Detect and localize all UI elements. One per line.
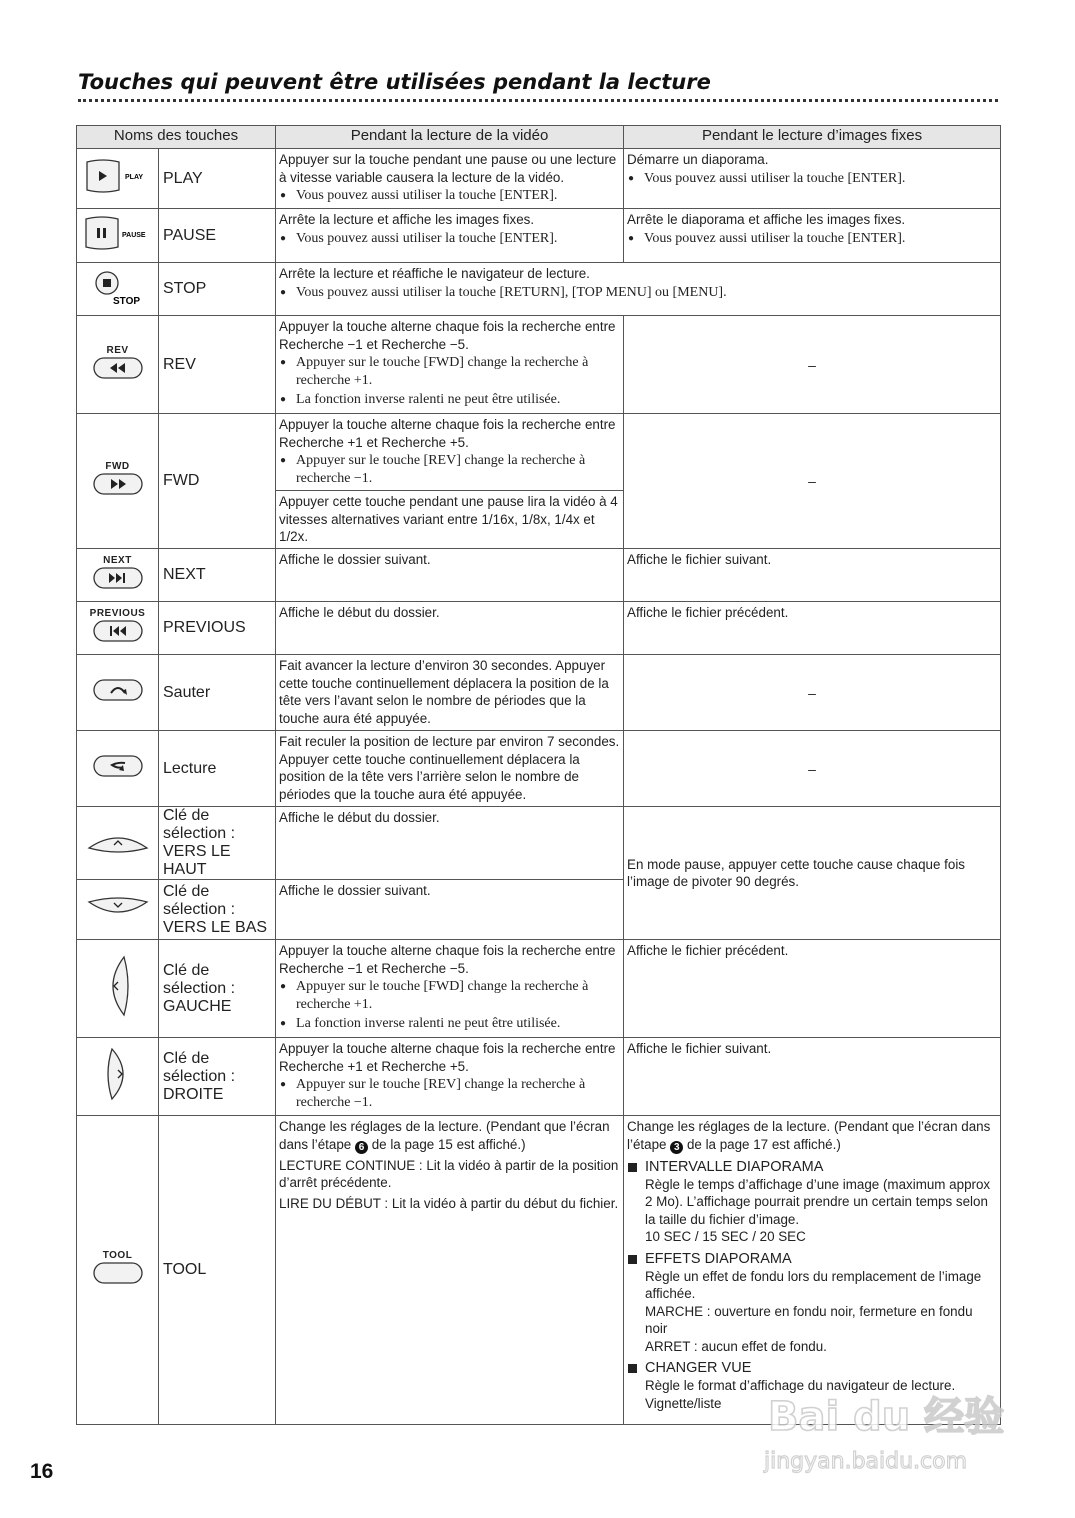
- pause-button-icon: [77, 209, 159, 263]
- svg-text:Bai du 经验: Bai du 经验: [768, 1394, 1005, 1440]
- header-key-names: Noms des touches: [77, 126, 276, 149]
- rev-video-text: Appuyer la touche alterne chaque fois la recherche entre Recherche −1 et Recherche −5.: [279, 319, 616, 352]
- play-video-text: Appuyer sur la touche pendant une pause ou une lecture à vitesse variable causera la lecture de la vidéo.: [279, 152, 617, 185]
- tool-button-icon: TOOL: [77, 1116, 159, 1425]
- tool-video-text-3: LIRE DU DÉBUT : Lit la vidéo à partir du début du fichier.: [279, 1195, 619, 1211]
- left-bullet-1: ● Appuyer sur le touche [FWD] change la recherche à recherche +1.: [279, 978, 620, 1014]
- previous-video-text: Affiche le début du dossier.: [276, 602, 624, 655]
- play-image-bullet: ● Vous pouvez aussi utiliser la touche [ENTER].: [627, 170, 997, 188]
- next-image-text: Affiche le fichier suivant.: [624, 549, 1001, 602]
- play-video-bullet: ● Vous pouvez aussi utiliser la touche [ENTER].: [279, 187, 620, 205]
- lecture-image-dash: –: [624, 731, 1001, 807]
- updown-image-text: En mode pause, appuyer cette touche cause chaque fois l’image de pivoter 90 degrés.: [624, 807, 1001, 940]
- section-effets: EFFETS DIAPORAMA Règle un effet de fondu lors du remplacement de l’image affichée. MARCHE : ouverture en fondu noir, fermeture en fondu noir ARRET : aucun effet de fondu.: [627, 1250, 997, 1356]
- down-arrow-key-icon: [77, 880, 159, 940]
- key-name-play: PLAY: [159, 149, 276, 209]
- table-row: [77, 1038, 1001, 1116]
- step-number-badge: 3: [670, 1141, 683, 1154]
- play-image-text: Démarre un diaporama.: [627, 152, 769, 167]
- key-name-sauter: Sauter: [159, 655, 276, 731]
- table-row: [77, 149, 1001, 209]
- pause-image-bullet: ● Vous pouvez aussi utiliser la touche [ENTER].: [627, 230, 997, 248]
- pause-video-bullet: ● Vous pouvez aussi utiliser la touche [ENTER].: [279, 230, 620, 248]
- header-video: Pendant la lecture de la vidéo: [276, 126, 624, 149]
- next-button-icon: NEXT: [77, 549, 159, 602]
- skip-forward-icon: [77, 655, 159, 731]
- table-row: [77, 731, 1001, 807]
- tool-image-text-1: Change les réglages de la lecture. (Pendant que l’écran dans l’étape 3 de la page 17 est affiché.): [627, 1119, 991, 1153]
- right-video-text: Appuyer la touche alterne chaque fois la recherche entre Recherche +1 et Recherche +5.: [279, 1041, 616, 1074]
- pause-video-text: Arrête la lecture et affiche les images fixes.: [279, 212, 535, 227]
- replay-icon: [77, 731, 159, 807]
- pause-image-text: Arrête le diaporama et affiche les images fixes.: [627, 212, 906, 227]
- key-name-left: Clé de sélection : GAUCHE: [159, 940, 276, 1038]
- key-name-down: Clé de sélection : VERS LE BAS: [159, 880, 276, 940]
- title-dotted-rule: [78, 99, 998, 102]
- page-title: Touches qui peuvent être utilisées pendant la lecture: [78, 70, 711, 94]
- section-changer-vue: CHANGER VUE Règle le format d’affichage du navigateur de lecture. Vignette/liste: [627, 1359, 997, 1412]
- rev-button-icon: REV: [77, 316, 159, 414]
- fwd-video-text-2: Appuyer cette touche pendant une pause lira la vidéo à 4 vitesses alternatives variant entre 1/16x, 1/8x, 1/4x et 1/2x.: [279, 494, 618, 544]
- left-bullet-2: ● La fonction inverse ralenti ne peut être utilisée.: [279, 1015, 620, 1033]
- lecture-video-text: Fait reculer la position de lecture par environ 7 secondes. Appuyer cette touche continuellement déplacera la position de la tête vers l’arrière selon le nombre de périodes que la touche aura été appuyée.: [276, 731, 624, 807]
- key-name-up: Clé de sélection : VERS LE HAUT: [159, 807, 276, 880]
- key-name-stop: STOP: [159, 263, 276, 316]
- rev-bullet-1: ● Appuyer sur le touche [FWD] change la recherche à recherche +1.: [279, 354, 620, 390]
- table-row: [77, 602, 1001, 655]
- key-name-pause: PAUSE: [159, 209, 276, 263]
- section-intervalle: INTERVALLE DIAPORAMA Règle le temps d’affichage d’une image (maximum approx 2 Mo). L’affichage pourrait prendre un certain temps selon la taille du fichier d’image. 10 SEC / 15 SEC / 20 SEC: [627, 1158, 997, 1246]
- left-video-text: Appuyer la touche alterne chaque fois la recherche entre Recherche −1 et Recherche −5.: [279, 943, 616, 976]
- fwd-image-dash: –: [624, 414, 1001, 549]
- left-arrow-key-icon: [77, 940, 159, 1038]
- section-title: INTERVALLE DIAPORAMA: [627, 1158, 997, 1176]
- tool-video-text-2: LECTURE CONTINUE : Lit la vidéo à partir de la position d’arrêt précédente.: [279, 1157, 619, 1190]
- table-row: [77, 316, 1001, 414]
- up-video-text: Affiche le début du dossier.: [276, 807, 624, 880]
- play-button-icon: [77, 149, 159, 209]
- right-bullet-1: ● Appuyer sur le touche [REV] change la recherche à recherche −1.: [279, 1076, 620, 1112]
- fwd-bullet-1: ● Appuyer sur le touche [REV] change la recherche à recherche −1.: [279, 452, 620, 488]
- table-row: [77, 414, 1001, 491]
- stop-bullet: ● Vous pouvez aussi utiliser la touche [RETURN], [TOP MENU] ou [MENU].: [279, 284, 997, 302]
- key-name-next: NEXT: [159, 549, 276, 602]
- stop-text: Arrête la lecture et réaffiche le navigateur de lecture.: [279, 266, 590, 281]
- fwd-video-text: Appuyer la touche alterne chaque fois la recherche entre Recherche +1 et Recherche +5.: [279, 417, 616, 450]
- key-name-right: Clé de sélection : DROITE: [159, 1038, 276, 1116]
- key-name-rev: REV: [159, 316, 276, 414]
- table-row: [77, 807, 1001, 880]
- section-title: CHANGER VUE: [627, 1359, 997, 1377]
- sauter-image-dash: –: [624, 655, 1001, 731]
- header-images: Pendant le lecture d’images fixes: [624, 126, 1001, 149]
- stop-button-icon: [77, 263, 159, 316]
- tool-video-text-1: Change les réglages de la lecture. (Pendant que l’écran dans l’étape 6 de la page 15 est affiché.): [279, 1119, 610, 1153]
- key-name-lecture: Lecture: [159, 731, 276, 807]
- svg-text:STOP: STOP: [112, 295, 140, 307]
- table-row: [77, 655, 1001, 731]
- right-arrow-key-icon: [77, 1038, 159, 1116]
- svg-text:PLAY: PLAY: [124, 174, 143, 181]
- section-title: EFFETS DIAPORAMA: [627, 1250, 997, 1268]
- svg-text:jingyan.baidu.com: jingyan.baidu.com: [764, 1449, 968, 1474]
- table-row: [77, 263, 1001, 316]
- previous-image-text: Affiche le fichier précédent.: [624, 602, 1001, 655]
- table-header-row: [77, 126, 1001, 149]
- fwd-button-icon: FWD: [77, 414, 159, 549]
- keys-table: [76, 125, 1001, 1425]
- rev-image-dash: –: [624, 316, 1001, 414]
- key-name-previous: PREVIOUS: [159, 602, 276, 655]
- rev-bullet-2: ● La fonction inverse ralenti ne peut être utilisée.: [279, 391, 620, 409]
- up-arrow-key-icon: [77, 807, 159, 880]
- left-image-text: Affiche le fichier précédent.: [624, 940, 1001, 1038]
- svg-text:PAUSE: PAUSE: [121, 232, 146, 239]
- step-number-badge: 6: [355, 1141, 368, 1154]
- baidu-watermark: [760, 1368, 1010, 1478]
- down-video-text: Affiche le dossier suivant.: [276, 880, 624, 940]
- key-name-fwd: FWD: [159, 414, 276, 549]
- sauter-video-text: Fait avancer la lecture d’environ 30 secondes. Appuyer cette touche continuellement déplacera la position de la tête vers l’avant selon le nombre de périodes que la touche aura été appuyée.: [276, 655, 624, 731]
- page-number: 16: [30, 1460, 54, 1483]
- right-image-text: Affiche le fichier suivant.: [624, 1038, 1001, 1116]
- previous-button-icon: PREVIOUS: [77, 602, 159, 655]
- key-name-tool: TOOL: [159, 1116, 276, 1425]
- table-row: [77, 940, 1001, 1038]
- table-row: [77, 549, 1001, 602]
- next-video-text: Affiche le dossier suivant.: [276, 549, 624, 602]
- table-row: [77, 209, 1001, 263]
